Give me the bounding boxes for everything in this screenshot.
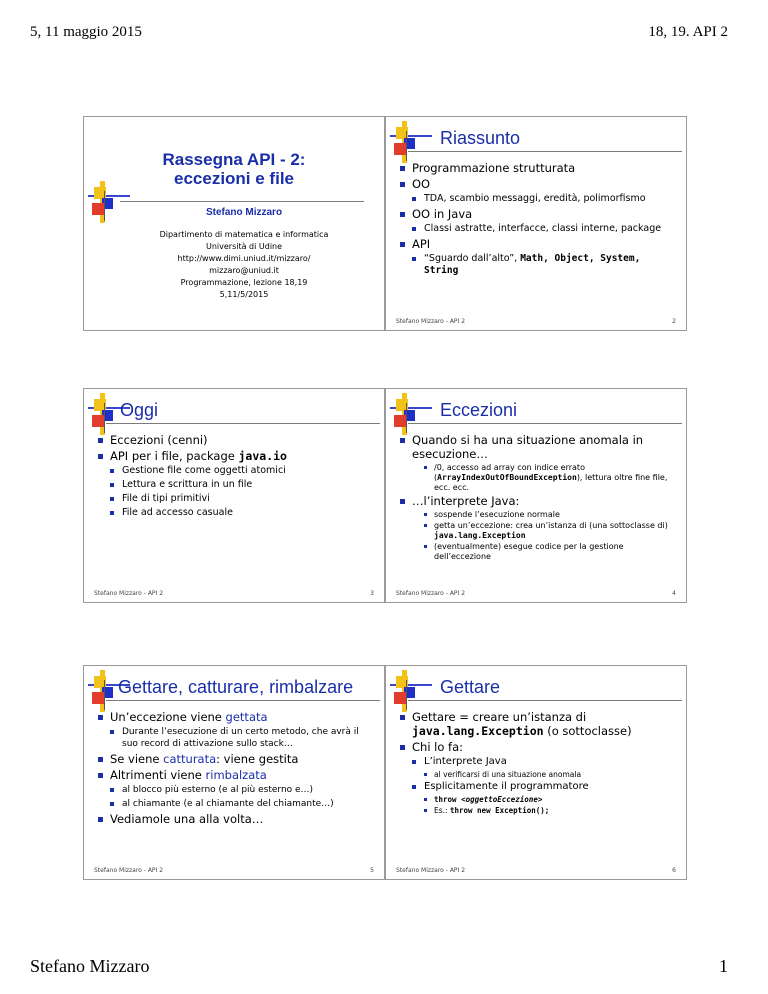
bullet-item: OO: [400, 177, 678, 191]
page-number: 1: [719, 956, 728, 976]
slide-footer: Stefano Mizzaro - API 2: [94, 867, 164, 874]
bullet-text: java.lang.Exception: [434, 531, 526, 540]
bullet-item: Quando si ha una situazione anomala in esecuzione…: [400, 433, 678, 461]
bullet-item: [400, 253, 678, 277]
slide-4: [385, 388, 687, 603]
text-line: mizzaro@uniud.it: [209, 266, 279, 275]
bullet-item: sospende l’esecuzione normale: [400, 510, 678, 520]
bullet-text: : viene gestita: [216, 752, 299, 766]
bullet-text: ArrayIndexOutOfBoundException: [437, 473, 577, 482]
bullet-item: Lettura e scrittura in un file: [98, 479, 376, 491]
bullet-item: File di tipi primitivi: [98, 493, 376, 505]
text-line: Università di Udine: [205, 242, 283, 251]
title-divider: [408, 423, 682, 424]
bullet-text: java.lang.Exception: [412, 724, 544, 738]
slide-title: Eccezioni: [440, 400, 518, 420]
bullet-item: [98, 710, 376, 724]
bullet-item: [98, 752, 376, 766]
slide-number: 2: [672, 318, 676, 325]
author-name: Stefano Mizzaro: [205, 207, 283, 218]
bullet-text: throw: [434, 795, 462, 804]
slide-footer: Stefano Mizzaro - API 2: [396, 590, 466, 597]
text-line: Rassegna API - 2:: [162, 150, 306, 169]
bullet-item: al blocco più esterno (e al più esterno e…): [98, 784, 376, 796]
slide-title: Riassunto: [440, 128, 521, 148]
bullet-item: al verificarsi di una situazione anomala: [400, 770, 678, 780]
bullet-text: Es.:: [434, 806, 450, 815]
bullet-item: Durante l’esecuzione di un certo metodo, che avrà il suo record di attivazione sullo stack…: [98, 726, 376, 750]
bullet-text: “Sguardo dall’alto”,: [424, 253, 521, 264]
bullet-text: <oggettoEccezione>: [461, 795, 543, 804]
page-header-date: 5, 11 maggio 2015: [30, 24, 142, 40]
slide-5: [83, 665, 385, 880]
slide-number: 6: [672, 867, 676, 874]
bullet-item: al chiamante (e al chiamante del chiamante…): [98, 798, 376, 810]
title-divider: [408, 700, 682, 701]
page-footer-author: Stefano Mizzaro: [30, 956, 150, 976]
bullet-item: Gestione file come oggetti atomici: [98, 465, 376, 477]
bullet-text: ), lettura oltre fine file, ecc. ecc.: [434, 473, 668, 492]
title-divider: [106, 423, 380, 424]
slide-3: [83, 388, 385, 603]
page-header-lecture: 18, 19. API 2: [648, 24, 728, 40]
bullet-item: Esplicitamente il programmatore: [400, 781, 678, 793]
slide-logo-icon: [386, 666, 432, 714]
bullet-text: (o sottoclasse): [543, 724, 632, 738]
bullet-text: catturata: [163, 752, 217, 766]
bullet-item: [400, 795, 678, 805]
bullet-text: Un’eccezione viene: [110, 710, 226, 724]
slide-title: [104, 150, 364, 188]
divider: [120, 201, 364, 202]
slide-6: [385, 665, 687, 880]
bullet-item: Classi astratte, interfacce, classi interne, package: [400, 223, 678, 235]
bullet-item: OO in Java: [400, 207, 678, 221]
text-line: 5,11/5/2015: [219, 290, 269, 299]
slide-number: 4: [672, 590, 676, 597]
bullet-list: [98, 433, 376, 521]
bullet-text: API per i file, package: [110, 449, 239, 463]
bullet-text: java.io: [238, 449, 287, 463]
bullet-item: …l’interprete Java:: [400, 494, 678, 508]
bullet-list: [400, 710, 678, 817]
bullet-item: Programmazione strutturata: [400, 161, 678, 175]
slide-title: Gettare: [440, 677, 501, 697]
bullet-item: [400, 463, 678, 493]
bullet-list: [400, 433, 678, 563]
title-divider: [106, 700, 380, 701]
bullet-text: Se viene: [110, 752, 164, 766]
bullet-list: [400, 161, 678, 279]
text-line: eccezioni e file: [174, 169, 294, 188]
bullet-item: API: [400, 237, 678, 251]
slide-footer: Stefano Mizzaro - API 2: [94, 590, 164, 597]
bullet-text: Altrimenti viene: [110, 768, 206, 782]
slide-1: [83, 116, 385, 331]
bullet-item: [400, 806, 678, 816]
bullet-text: gettata: [225, 710, 268, 724]
title-divider: [408, 151, 682, 152]
slide-title: Oggi: [120, 400, 159, 420]
bullet-item: Eccezioni (cenni): [98, 433, 376, 447]
text-line: Dipartimento di matematica e informatica: [159, 230, 329, 239]
bullet-text: Math, Object, System, String: [424, 253, 641, 276]
bullet-item: [98, 768, 376, 782]
slide-number: 3: [370, 590, 374, 597]
bullet-item: Chi lo fa:: [400, 740, 678, 754]
slide-number: 5: [370, 867, 374, 874]
bullet-item: TDA, scambio messaggi, eredità, polimorfismo: [400, 193, 678, 205]
bullet-text: /0, accesso ad array con indice errato (: [434, 463, 585, 482]
slide-logo-icon: [386, 117, 432, 165]
bullet-item: [98, 449, 376, 463]
author-info: [124, 229, 364, 301]
bullet-item: Vediamole una alla volta…: [98, 812, 376, 826]
slide-footer: Stefano Mizzaro - API 2: [396, 867, 466, 874]
bullet-text: throw new Exception();: [449, 806, 550, 815]
bullet-text: getta un’eccezione: crea un’istanza di (una sottoclasse di): [434, 521, 668, 530]
bullet-item: File ad accesso casuale: [98, 507, 376, 519]
slide-title: Gettare, catturare, rimbalzare: [118, 677, 354, 697]
bullet-list: [98, 710, 376, 828]
bullet-text: rimbalzata: [205, 768, 267, 782]
slide-footer: Stefano Mizzaro - API 2: [396, 318, 466, 325]
bullet-item: [400, 710, 678, 738]
text-line: http://www.dimi.uniud.it/mizzaro/: [177, 254, 311, 263]
bullet-item: (eventualmente) esegue codice per la gestione dell’eccezione: [400, 542, 678, 562]
bullet-item: L’interprete Java: [400, 756, 678, 768]
text-line: Programmazione, lezione 18,19: [180, 278, 308, 287]
bullet-item: [400, 521, 678, 541]
slide-2: [385, 116, 687, 331]
bullet-text: Gettare = creare un’istanza di: [412, 710, 587, 724]
slide-logo-icon: [386, 389, 432, 437]
